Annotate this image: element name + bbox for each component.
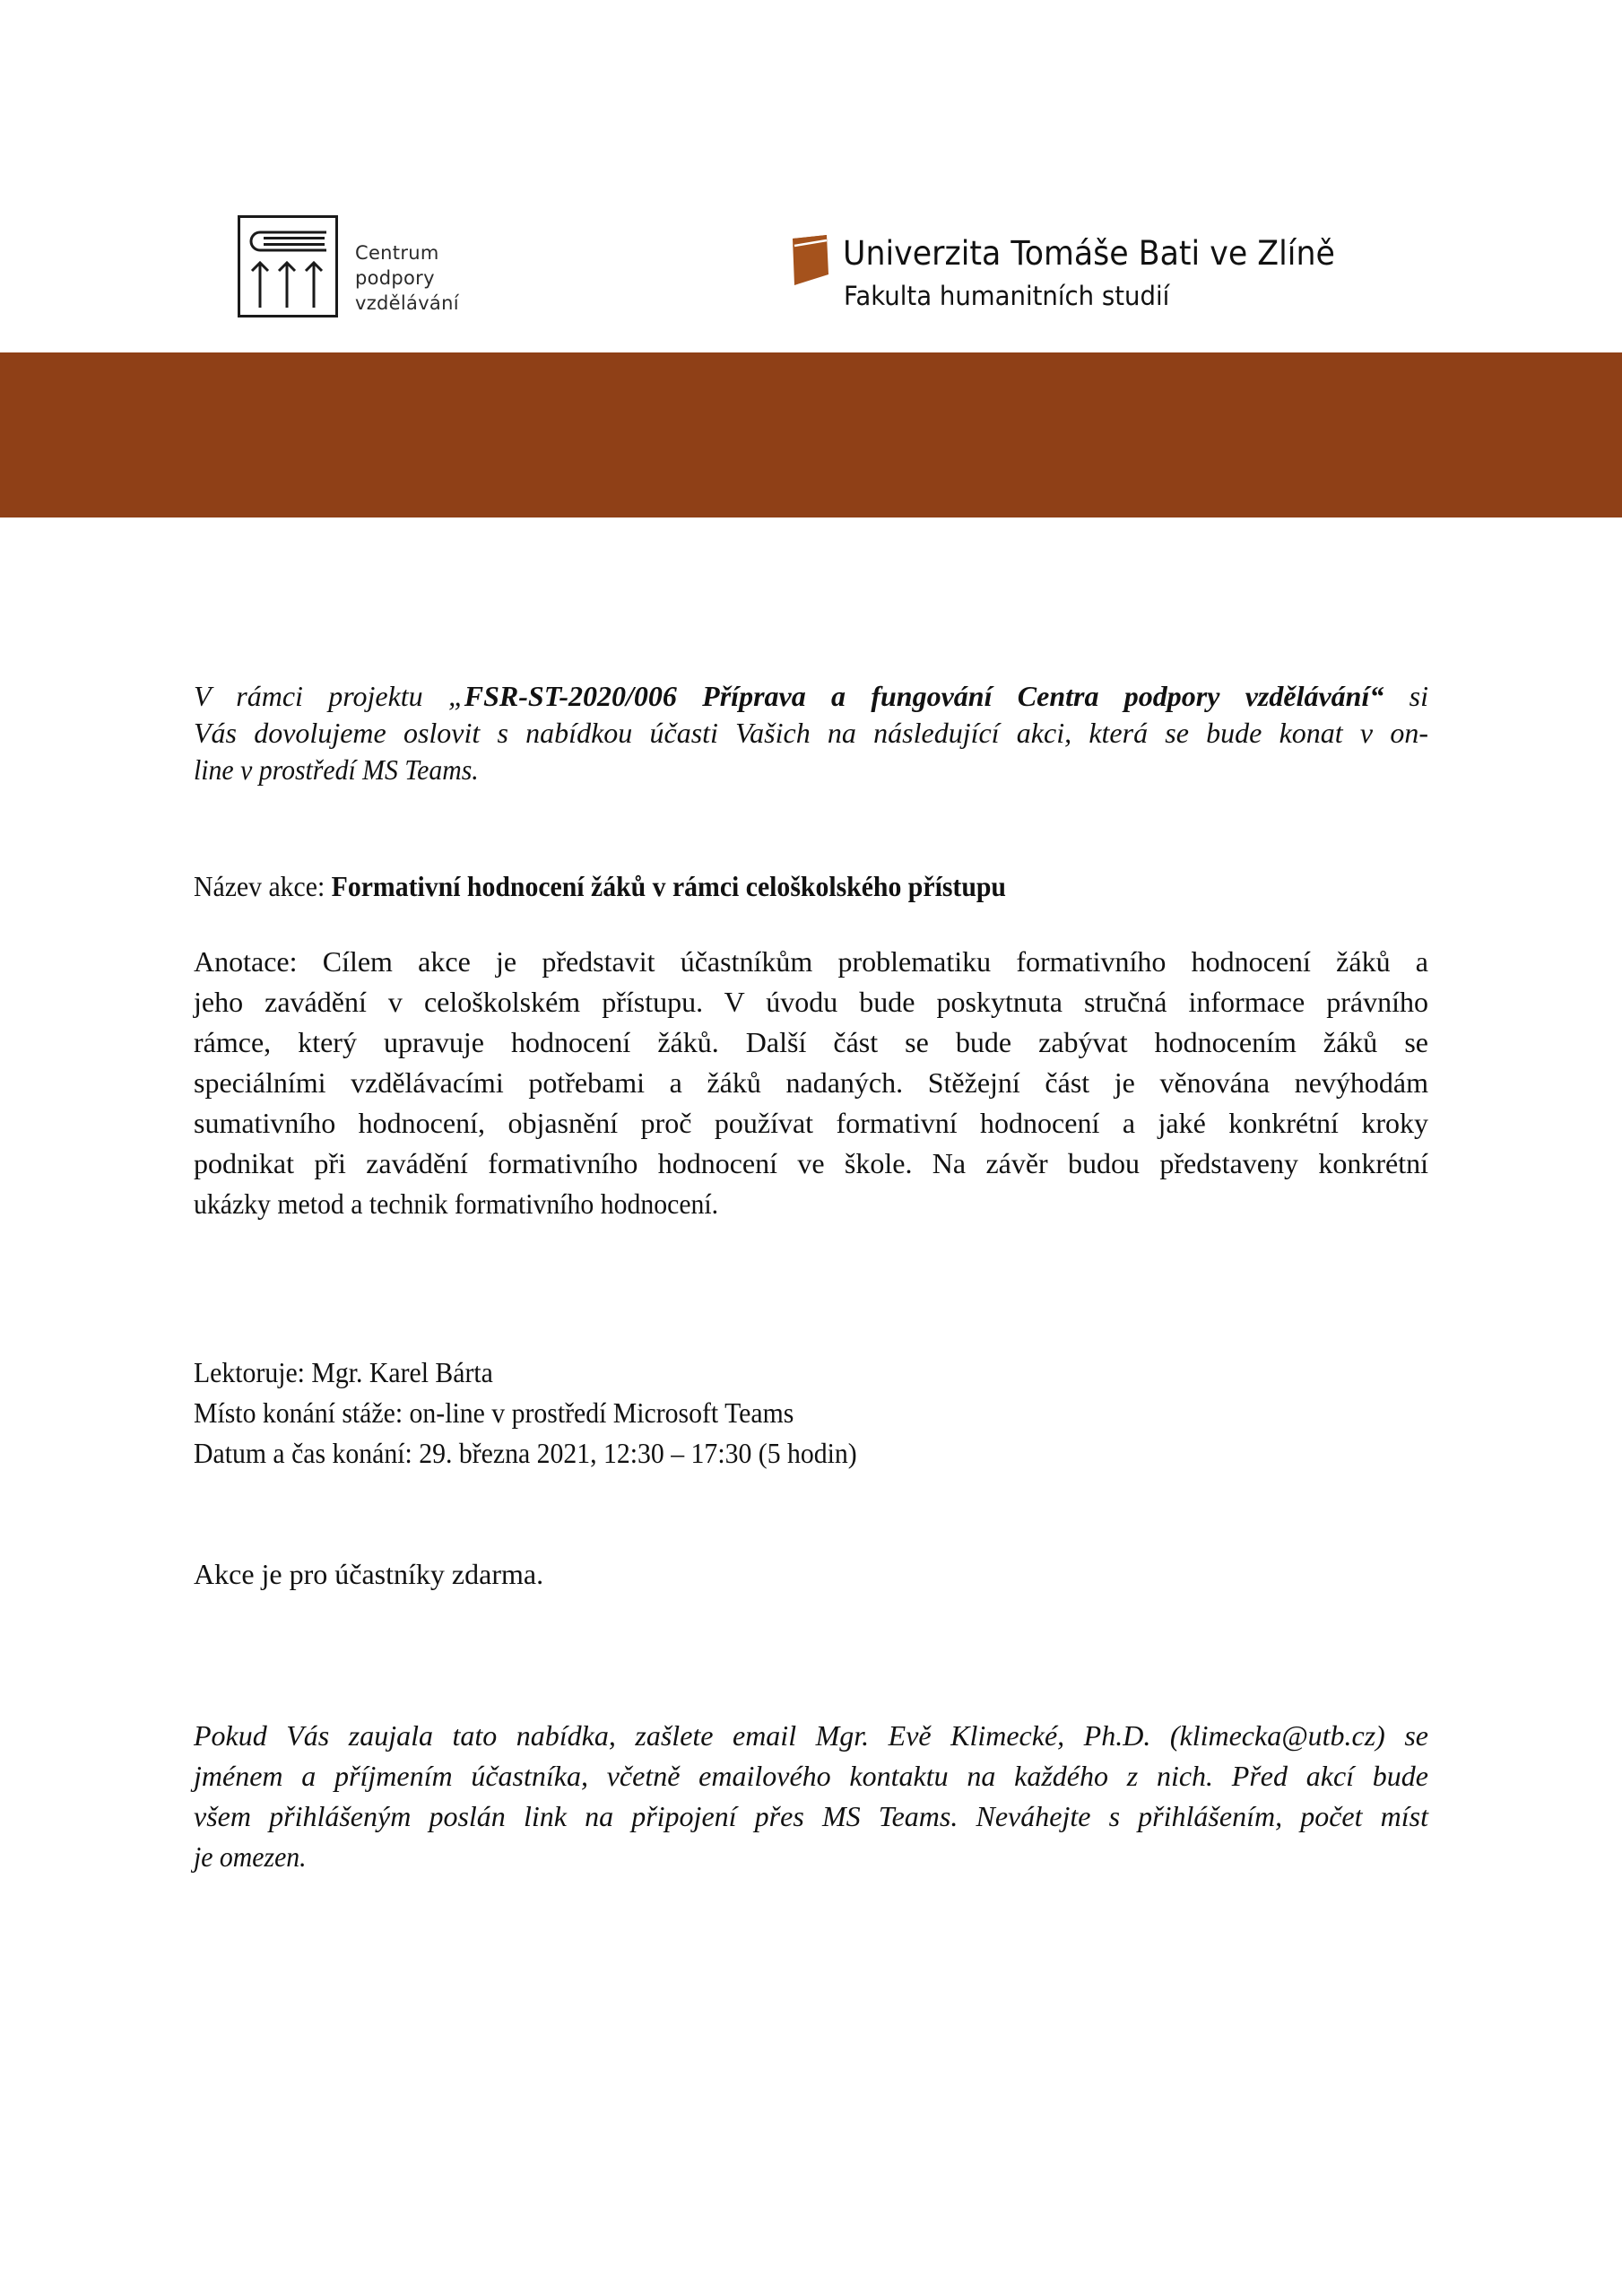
intro-text: si [1383,680,1429,712]
venue: Místo konání stáže: on-line v prostředí Microsoft Teams [194,1396,794,1429]
header-band [0,352,1622,517]
event-name-label: Název akce: [194,870,332,902]
annotation-line: podnikat při zavádění formativního hodnocení ve škole. Na závěr budou představeny konkrétní [194,1147,1428,1179]
cpv-logo-line: vzdělávání [355,292,459,314]
date-time: Datum a čas konání: 29. března 2021, 12:30 – 17:30 (5 hodin) [194,1437,857,1469]
contact-line: je omezen. [194,1840,307,1873]
contact-line: všem přihlášeným poslán link na připojení přes MS Teams. Neváhejte s přihlášením, počet míst [194,1800,1428,1832]
project-title: FSR-ST-2020/006 Příprava a fungování Centra podpory vzdělávání“ [464,680,1384,712]
cpv-logo-text [355,240,459,316]
lecturer: Lektoruje: Mgr. Karel Bárta [194,1356,493,1388]
utb-faculty: Fakulta humanitních studií [844,281,1170,311]
event-name-line [194,868,1006,904]
utb-book-icon [791,233,830,287]
intro-line-3: line v prostředí MS Teams. [194,753,479,786]
annotation-line: sumativního hodnocení, objasnění proč používat formativní hodnocení a jaké konkrétní kroky [194,1107,1428,1139]
annotation-line: speciálními vzdělávacími potřebami a žáků nadaných. Stěžejní část je věnována nevýhodám [194,1066,1428,1099]
annotation-line: jeho zavádění v celoškolském přístupu. V úvodu bude poskytnuta stručná informace právního [194,986,1428,1018]
cpv-logo-line: Centrum [355,242,439,264]
intro-text: V rámci projektu „ [194,680,464,712]
cpv-logo-icon [238,215,338,317]
utb-title: Univerzita Tomáše Bati ve Zlíně [843,234,1335,273]
annotation-line: Anotace: Cílem akce je představit účastníkům problematiku formativního hodnocení žáků a [194,945,1428,978]
event-name-value: Formativní hodnocení žáků v rámci celoškolského přístupu [331,870,1006,902]
intro-line-2: Vás dovolujeme oslovit s nabídkou účasti Vašich na následující akci, která se bude konat v on- [194,717,1428,749]
contact-line: Pokud Vás zaujala tato nabídka, zašlete email Mgr. Evě Klimecké, Ph.D. (klimecka@utb.cz) se [194,1719,1428,1752]
intro-line-1 [194,678,1428,714]
annotation-line: rámce, který upravuje hodnocení žáků. Další část se bude zabývat hodnocením žáků se [194,1026,1428,1058]
free-note: Akce je pro účastníky zdarma. [194,1558,544,1590]
annotation-line: ukázky metod a technik formativního hodnocení. [194,1187,719,1220]
cpv-logo-line: podpory [355,267,435,289]
contact-line: jménem a příjmením účastníka, včetně emailového kontaktu na každého z nich. Před akcí bude [194,1760,1428,1792]
